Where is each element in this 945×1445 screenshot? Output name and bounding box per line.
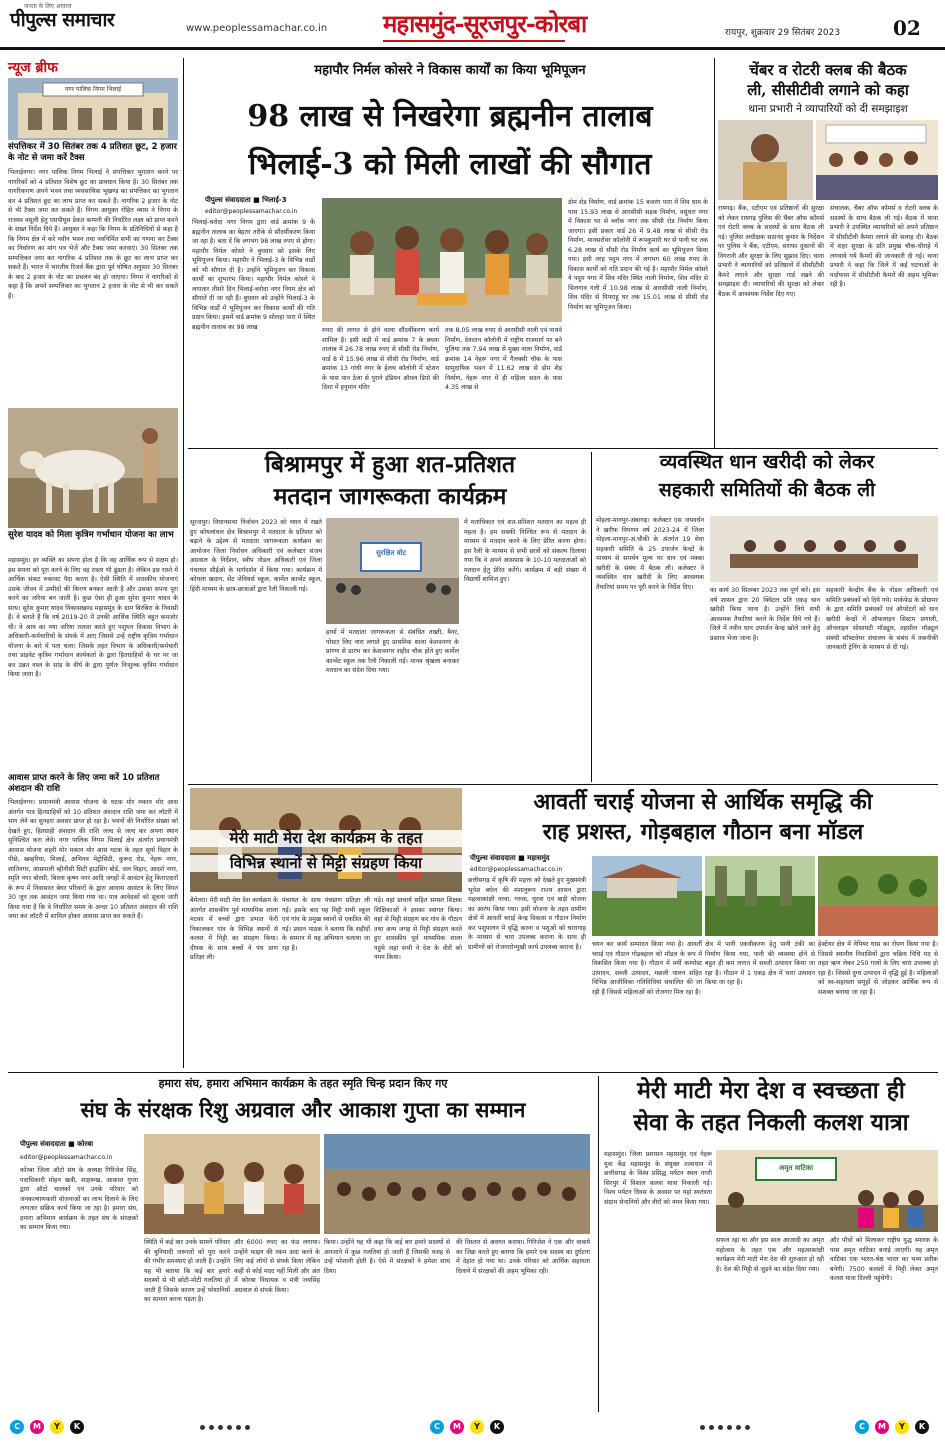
page-number: 02 — [893, 16, 921, 40]
brief3-body: भिलाईनगर। प्रधानमंत्री आवास योजना के घटक मोर मकान मोर आस अंतर्गत पात्र हितग्राहियों को 10 प्रतिशत अंशदान राशि जमा कर लॉटरी में भाग लेने का सुनहरा अवसर प्राप्त हो रहा है। भवनों की निर्धारित संख्या को देखते हुए, हितग्राही अंशदान की राशि जल्द से जल्द कर अपना स्थान सुनिश्चित करा लेवें। नगर पालिक निगम भिलाई क्षेत्र अंतर्गत प्रधानमंत्री आवास योजना शहरी मोर मकान मोर आस घटक के तहत सूर्या विहार के पीछे, खम्हरिया, मिलाई, अभिनव मेट्रोसिटी, कुरूद रोड, नेहरू नगर, शांतिनगर, आम्रपाली व्हीनीसी सिटी हाउसिंग बोर्ड, जल विहार, आदर्श नगर, स्मृति नगर बोरसी, बिरला कृष्ण नगर आदि जगहों में आवंटन हेतु किराएदारों के रूप में निवासरत बेघर परिवारों के द्वारा आवास आवंटन के लिए विगत 30 जून तक आवंटन जमा किया गया था। पात्र आवेदकों को सूचना जारी किया गया है कि वे निर्धारित समय के अन्दर 10 प्रतिशत अंशदान की राशि जमा कर लॉटरी में शामिल होकर आवास प्राप्त कर सकते हैं। — [8, 799, 178, 920]
police-officer-photo — [718, 120, 813, 200]
voting-body-2: हाथों में मतदाता जागरूकता से संबंधित तख्ती, बैनर, पोस्टर लिए नारा लगाते हुए प्राथमिक शाला केशवनगर के प्रांगण से प्रारंभ कर केशवनगर शहीद चौक होते हुए कार्मेल कान्वेंट स्कूल तक रैली निकाली गई। मानव श्रृंखला बनाकर मतदान का संदेश दिया गया। — [326, 629, 459, 674]
gauthan-headline-2: राह प्रशस्त, गोड़बहाल गौठान बना मॉडल — [542, 819, 864, 845]
brief2-body: महासमुंद। हर व्यक्ति का सपना होता है कि वह आर्थिक रूप से सक्षम हो। इस सपना को पूरा करने के लिए वह रास्ता भी ढूंढता है। लेकिन इस रास्ते में आर्थिक संकट रुकावट पैदा करता है। ऐसी स्थिति में शासकीय योजनाएं उसके जीवन में उम्मीदों की किरण बनकर आती है और उसका सपना पूरा करने का जरिया बन जाती है। कुछ ऐसा ही हुआ सुरेश कुमार यादव के साथ। सुरेश कुमार यादव विकासखण्ड महासमुंद के ग्राम बिरबिरा के निवासी हैं। वे बताते हैं कि वर्ष 2019-20 में उनकी आर्थिक स्थिति बहुत कमजोर थी। वे आय का नया जरिया तलाश करते हुए पशुधन विकास विभाग के अधिकारी-कर्मचारियों के संपर्क में आए जिससे उन्हें राष्ट्रीय कृत्रिम गर्भाधान योजना के बारे में पता चला। जिसके तहत विभाग के अधिकारी/कर्मचारी तथा प्राइवेट कृत्रिम गर्भाधान कार्यकर्ता के द्वारा हितग्राहियों के घर पर जा कर उन्नत नस्ल के सांड के वीर्य के द्वारा पूर्णतः निःशुल्क कृत्रिम गर्भाधान किया जाता है। — [8, 557, 178, 678]
honour-audience-photo — [324, 1134, 590, 1234]
honour-body-2: स्थिति में कई बार उनके सामने परिवार की बुनियादी जरूरतों को पूरा करने की गंभीर समस्याएं हो जाती हैं। उन्होंने यह भी बताया कि कई बार हमारे सदस्यों से भी छोटी-मोटी गलतियां हो जाती हैं जिसके कारण उन्हें परेशानियों का सामना करना पड़ता है। — [144, 1239, 230, 1303]
brand-tagline: जनता के लिए आवाज — [24, 3, 72, 10]
pond-email[interactable]: editor@peoplessamachar.co.in — [205, 208, 298, 215]
gauthan-farm-photo — [592, 856, 702, 936]
registration-dots-right — [700, 1425, 750, 1430]
honour-email[interactable]: editor@peoplessamachar.co.in — [20, 1154, 113, 1161]
cmyk-dot: K — [490, 1420, 504, 1434]
brief2-title: सुरेश यादव को मिला कृत्रिम गर्भाधान योजना का लाभ — [8, 530, 174, 540]
honour-headline: संघ के संरक्षक रिशु अग्रवाल और आकाश गुप्ता का सम्मान — [80, 1097, 526, 1122]
chamber-body-2: संचालक, चैंबर ऑफ कॉमर्स व रोटरी क्लब के सदस्यों के साथ बैठक ली गई। बैठक में थाना प्रभारी ने उपस्थित व्यापारियों को अपने प्रतिष्ठान में सीसीटीवी कैमरा लगाने की सलाह दी। बैठक में शहर सुरक्षा के प्रति प्रमुख चौक-चौराहे में लगवाये गये कैमरों की जानकारी दी गई। थाना प्रभारी ने कहा कि जिले में कई घटनाओं के पर्दाफाश में सीसीटीवी कैमरों की अहम भूमिका रही है। — [830, 205, 938, 288]
gauthan-body-3: क्षेत्र में पानी एकत्रीकरण हेतु पानी टंकी का निर्माण किया गया, पानी की व्यवस्था होने से बहुत ही कम लागत में सब्जी उत्पादन किया जा रहा है। गौठान में 1 एकड़ क्षेत्र में चारा उत्पादन किया जा रहा है। — [705, 941, 815, 986]
gauthan-body-1: छत्तीसगढ़ में कृषि की महत्ता को देखते हुए मुख्यमंत्री भूपेश बघेल की मंशानुरूप राज्य शासन द्वारा महत्वाकांक्षी नरवा, गरुवा, घुरवा एवं बाड़ी योजना का आरंभ किया गया। इसी योजना के तहत ग्रामीण क्षेत्रों में आवर्ती चराई केन्द्र विकास व गौठान निर्माण कर पशुपालन में वृद्धि करना व पशुओं को चारागाह के माध्यम से चारा उपलब्ध कराना के साथ ही ग्रामीणों को रोजगारोन्मुखी कार्य उपलब्ध कराना है। — [468, 877, 586, 951]
soil-headline-1: मेरी माटी मेरा देश कार्यक्रम के तहत — [190, 830, 462, 847]
pond-body-2: रुपए की लागत से होने वाला सौंदर्यीकरण कार्य शामिल है। इसी कड़ी में वार्ड क्रमांक 7 के बघवा तालाब में 26.78 लाख रुपए से सीसी रोड निर्माण, वार्ड 8 में 15.96 लाख से सीसी रोड निर्माण, वार्ड क्रमांक 13 गांधी नगर के हेलथ कॉलोनी में स्टेशन के पास पान ठेला से पुराने इंडियन ऑयल डिपो की दिशा में हनुमान मंदिर — [322, 327, 439, 391]
civic-building-photo — [8, 78, 178, 140]
pond-headline-1: 98 लाख से निखरेगा ब्रह्मनीन तालाब — [247, 99, 653, 134]
honour-divider — [598, 1076, 599, 1412]
cmyk-dot: M — [30, 1420, 44, 1434]
paddy-body-1: मोहला-मानपुर-अंबागढ़। कलेक्टर एस जयवर्धन ने खरीफ विपणन वर्ष 2023-24 में जिला मोहला-मानपुर-अं.चौकी के अंतर्गत 19 सेवा सहकारी समिति के 25 उपार्जन केन्द्रों के माध्यम से समर्थन मूल्य पर धान एवं मक्का खरीदी के संबंध में बैठक ली। कलेक्टर ने व्यवस्थित धान खरीदी के लिए आवश्यक तैयारियां समय पर पूरी करने के निर्देश दिए। — [596, 517, 704, 591]
cow-and-farmer-photo — [8, 408, 178, 528]
row1-rule — [188, 448, 938, 449]
paddy-body-2: का कार्य 30 सितम्बर 2023 तक पूर्ण करें। इस वर्ष शासन द्वारा 20 क्विंटल प्रति एकड़ धान खरीदी किया जाना है। उन्होंने लिये सभी आवश्यक तैयारियां करने के निर्देश दिये गये हैं। जिले में नवीन धान उपार्जन केन्द्र खोले जाने हेतु प्रस्ताव भेजा जाना है। — [710, 587, 820, 642]
honour-body-4: किया। उन्होंने यह भी कहा कि कई बार हमारे सदस्यों से अनजाने में कुछ गलतियां हो जाती हैं जिसकी वजह से उन्हें परेशानी होती है। ऐसे में संरक्षकों ने हमेशा साथ दिया। — [324, 1239, 450, 1275]
pond-headline-2: भिलाई-3 को मिली लाखों की सौगात — [248, 147, 652, 182]
gauthan-body-4: हेक्टेयर क्षेत्र में नेपियर घास का रोपण किया गया है। जिससे स्थानीय निवासियों द्वारा चक्रिय निधि मद से तहत ऋण लेकर 250 गायों के लिए चारा उपलब्ध हो रहा है। जिससे दुग्ध उत्पादन में वृद्धि हुई है। महिलाओं को स्व-सहायता समूहों से जोड़कर आर्थिक रूप से सशक्त बनाया जा रहा है। — [818, 941, 938, 996]
kalash-body-3: और पौधों को मिलाकर राष्ट्रीय युद्ध स्मारक के पास अमृत वाटिका बनाई जाएगी। यह अमृत वाटिका एक भारत-श्रेष्ठ भारत का भव्य प्रतीक बनेगी। 7500 कलशों में मिट्टी लेकर अमृत कलश यात्रा दिल्ली पहुंचेगी। — [830, 1237, 938, 1282]
honour-byline: पीपुल्स संवाददाता ■ कोरबा — [20, 1140, 94, 1148]
voting-body-1: सूरजपुर। विधानसभा निर्वाचन 2023 को ध्यान में रखते हुए कोयलांचल क्षेत्र बिश्रामपुर में मतदाता के प्रतिशत को बढ़ाने के उद्देश्य से मतदाता जागरूकता कार्यक्रम का आयोजन जिला निर्वाचन अधिकारी एवं कलेक्टर संजय अग्रवाल के निर्देशन, स्वीप नोडल अधिकारी एवं जिला पंचायत सीईओ के मार्गदर्शन में किया गया। कार्यक्रम में कोयला खदान, सेंट जेवियर्स स्कूल, कार्मेल कान्वेंट स्कूल, हिंदी माध्यम के छात्र-छात्राओं द्वारा रैली निकाली गई। — [190, 519, 322, 593]
gauthan-email[interactable]: editor@peoplessamachar.co.in — [470, 866, 563, 873]
voting-headline-2: मतदान जागरूकता कार्यक्रम — [273, 483, 507, 510]
kalash-body-1: महासमुंद। जिला प्रशासन महासमुंद एवं नेहरू युवा केंद्र महासमुंद के संयुक्त तत्वाधान में छत्तीसगढ़ के विश्व प्रसिद्ध पर्यटन स्थल नगरी सिरपुर में विशाल कलश यात्रा निकाली गई। विश्व पर्यटन दिवस के अवसर पर यहां स्वतंत्रता संग्राम सेनानियों और वीरों को नमन किया गया। — [604, 1151, 712, 1206]
soil-body-2: पंचायत के साथ पंचप्राण प्रतिज्ञा ली गई। इसके बाद यह मिट्टी सभी स्कूल एवं गांव के प्रमुख स्थानों से एकत्रित की गई। प्रधान पाठक ने बताया कि शहीदों के सम्मान में यह अभियान चलाया जा रहा है। — [282, 897, 370, 952]
kalash-headline-1: मेरी माटी मेरा देश व स्वच्छता ही — [637, 1077, 905, 1104]
gauthan-field-photo — [705, 856, 815, 936]
voting-headline-1: बिश्रामपुर में हुआ शत-प्रतिशत — [264, 451, 516, 478]
brief3-title: आवास प्राप्त करने के लिए जमा करें 10 प्रतिशत अंशदान की राशि — [8, 773, 160, 794]
voting-body-3: में मतांधिकार एवं शत-प्रतिशत मतदान का महत्व ही महत्व है। हम सबकी निश्चित रूप से मतदान के माध्यम से मतदान करने के लिए प्रेरित करना होगा। इस रैली के माध्यम से सभी छात्रों को संकल्प दिलाया गया कि वे अपने आसपास के 10-10 मतदाताओं को मतदान हेतु प्रेरित करेंगे। कार्यक्रम में बड़ी संख्या में विद्यार्थी शामिल हुए। — [464, 519, 586, 583]
honour-kicker: हमारा संघ, हमारा अभिमान कार्यक्रम के तहत स्मृति चिन्ह प्रदान किए गए — [158, 1077, 448, 1090]
edition-underline — [383, 40, 565, 42]
kalash-headline-2: सेवा के तहत निकली कलश यात्रा — [633, 1109, 909, 1136]
honour-body-1: कोरबा जिला ऑटो संघ के अध्यक्ष गिरिजेश सिंह, पदाधिकारी मोहन खत्री, शाहरूख, आकाश गुप्ता द्वारा ऑटो चालकों एवं उनके परिवार को जनकल्याणकारी योजनाओं का लाभ दिलाने के लिए लगातार सक्रिय कार्य किया जा रहा है। हमारा संघ, हमारा अभिमान कार्यक्रम के तहत संघ के संरक्षकों का सम्मान किया गया। — [20, 1167, 138, 1231]
meeting-hall-photo — [816, 120, 938, 200]
voting-divider — [591, 452, 592, 782]
kalash-yatra-photo — [716, 1150, 938, 1232]
chamber-headline-2: ली, सीसीटीवी लगाने को कहा — [747, 81, 909, 99]
honour-body-3: और 6000 रुपए का फंड लगाया। उन्होंने फाइन की रकम अदा करने के लिए कई लोगों से संपर्क किया लेकिन कहीं से कोई मदद नहीं मिली और अंत में कोरबा विधायक व मंत्री जयसिंह अग्रवाल से संपर्क किया। — [234, 1239, 320, 1294]
paddy-headline-2: सहकारी समितियों की बैठक ली — [658, 479, 876, 501]
soil-body-1: बेमेतरा। मेरी माटी मेरा देश कार्यक्रम के अंतर्गत शासकीय पूर्व माध्यमिक शाला मटका में बच्चों द्वारा प्रभात फेरी निकालकर गांव के विभिन्न स्थानों से कलश में मिट्टी का संग्रहण किया। दीपक के साथ बच्चों ने पंच प्राण प्रतिज्ञा ली। — [190, 897, 278, 961]
cmyk-dot: K — [70, 1420, 84, 1434]
paddy-headline-1: व्यवस्थित धान खरीदी को लेकर — [659, 451, 875, 473]
paddy-meeting-photo — [710, 516, 938, 582]
gauthan-body-2: चयन कर कार्य सम्पादन किया गया है। आवर्ती चराई एवं गौठान गोड़बहाल को मॉडल के रूप में विकसित किया गया है। गौठान में वर्मी कम्पोस्ट उत्पादन, सब्जी उत्पादन, मछली पालन सहित विभिन्न आजीविका गतिविधियां संचालित की जा रही हैं जिससे महिलाओं को रोजगार मिल रहा है। — [592, 941, 702, 996]
masthead — [0, 0, 945, 50]
chamber-body-1: रायगढ़। बैंक, एटीएम एवं प्रतिष्ठानों की सुरक्षा को लेकर रायगढ़ पुलिस की चैंबर ऑफ कॉमर्स एवं रोटरी क्लब के सदस्यों के साथ बैठक ली गई। पुलिस अधीक्षक सदानंद कुमार के निर्देशन पर पुलिस ने बैंक, एटीएम, सराफा दुकानों की निगरानी और सुरक्षा के लिए सुझाव दिए। थाना प्रभारी ने व्यापारियों को प्रतिष्ठानों में सीसीटीवी कैमरे लगाने और सुरक्षा गार्ड रखने की समझाइश दी। व्यापारियों की सुरक्षा को लेकर बैठक में आवश्यक निर्देश दिए गए। — [718, 205, 824, 298]
kalash-body-2: सफल रहा था और इस साल आजादी का अमृत महोत्सव के तहत एक और महत्वाकांक्षी कार्यक्रम मेरी माटी मेरा देश की शुरुआत हो रही है। देश की मिट्टी से जुड़ने का संदेश दिया गया। — [716, 1237, 824, 1273]
row3-rule — [8, 1072, 938, 1073]
registration-dots-left — [200, 1425, 250, 1430]
news-brief-label: न्यूज ब्रीफ — [8, 60, 58, 76]
chamber-headline-1: चेंबर व रोटरी क्लब की बैठक — [749, 61, 907, 79]
pond-body-1: भिलाई-चरोदा नगर निगम द्वारा वार्ड क्रमांक 9 के ब्रह्मनीन तालाब का बेहतर तरीके से सौंदर्यीकरण किया जा रहा है। बता दें कि लगभग 98 लाख रुपए से होगा। महापौर निर्मल कोसरे ने बुधवार को इसके लिए भूमिपूजन किया। महापौर ने भिलाई-3 के विभिन्न वार्डों को भी सौगात दी है। उन्होंने भूमिपूजन कर विकास कार्यों का शुभारंभ किया। महापौर निर्मल कोसरे ने लगातार तीसरे दिन भिलाई-चरोदा नगर निगम क्षेत्र को सौगातें दी जा रही हैं। बुधवार को उन्होंने भिलाई-3 के विभिन्न वार्डों में भूमिपूजन कर विकास कार्यों की गति प्रदान किया। इसमें वार्ड क्रमांक 9 सोलहा पारा में स्थित ब्रह्मनीन तालाब का 98 लाख — [192, 219, 315, 331]
cmyk-dot: M — [875, 1420, 889, 1434]
voting-photo-caption: सुरक्षित वोट — [375, 549, 407, 557]
photo-sign-text: नगर पालिक निगम भिलाई — [64, 86, 122, 93]
cmyk-marks-center — [430, 1420, 504, 1434]
cmyk-marks-left — [10, 1420, 84, 1434]
kalash-photo-banner: अमृत वाटिका — [778, 1164, 814, 1172]
left-column-divider — [183, 58, 184, 1068]
honour-stage-photo — [144, 1134, 320, 1234]
soil-headline-2: विभिन्न स्थानों से मिट्टी संग्रहण किया — [190, 855, 462, 872]
gauthan-headline-1: आवर्ती चराई योजना से आर्थिक समृद्धि की — [533, 789, 873, 815]
edition-title: महासमुंद-सूरजपुर-कोरबा — [383, 9, 587, 38]
cmyk-dot: Y — [470, 1420, 484, 1434]
pond-byline: पीपुल्स संवाददाता ■ भिलाई-3 — [205, 196, 287, 204]
gauthan-byline: पीपुल्स संवाददाता ■ महासमुंद — [470, 854, 550, 862]
website-url[interactable]: www.peoplessamachar.co.in — [186, 23, 328, 34]
cmyk-dot: K — [915, 1420, 929, 1434]
cmyk-marks-right — [855, 1420, 929, 1434]
paddy-body-3: सहकारी केन्द्रीय बैंक के नोडल अधिकारी एवं समिति प्रबंधकों को दिये गये। मार्कफेड के प्रोग्रामर के द्वारा समिति प्रबंधकों एवं ऑपरेटरों को धान खरीदी केन्द्रों में ऑफलाइन सिस्टम प्रणाली, ऑनलाइन सोसायटी मॉड्यूल, तहसील मॉड्यूल संबंधी सॉफ्टवेयर संचालन के संबंध में तकनीकी जानकारी ट्रेनिंग के माध्यम से दी गई। — [826, 587, 938, 651]
voting-rally-photo — [326, 518, 459, 624]
cmyk-dot: C — [855, 1420, 869, 1434]
bhoomipujan-photo — [322, 198, 562, 322]
brand-logo: पीपुल्स समाचार — [10, 9, 115, 31]
pond-body-4: डोम शेड निर्माण, वार्ड क्रमांक 15 बजरंग पारा में शिव धाम के पास 15.93 लाख से आरसीसी सड़क निर्माण, वसुंधरा नगर में विकास घर से ब्लॉक नगर तक सीसी रोड निर्माण किया जाएगा। इसी प्रकार वार्ड 26 में 9.48 लाख से सीसी रोड निर्माण, मानसरोवर कॉलोनी में रूपकुमारी घर से पानी घर तक 6.28 लाख से सीसी रोड निर्माण कार्य का भूमिपूजन किया गया। इसी तरह पदुम नगर में लगभग 60 लाख रुपए के विकास कार्यों को गति प्रदान की गई है। महापौर निर्मल कोसरे ने पदुम नगर में शिव मंदिर स्थित नाली निर्माण, शिव मंदिर से सिलगाव गली में 10.98 लाख से आरसीसी नाली निर्माण, शिव मंदिर से पिपराहू घर तक 15.01 लाख से सीसी रोड निर्माण का भूमिपूजन किया। — [568, 199, 708, 311]
row2-rule — [188, 784, 938, 785]
center-right-divider — [714, 58, 715, 448]
cmyk-dot: M — [450, 1420, 464, 1434]
honour-body-5: की विस्तार से अवगत कराया। गिरिजेश ने एक और वाकये का जिक्र करते हुए बताया कि हमारे एक सदस्य का दुर्घटना में देहांत हो गया था। उनके परिवार को आर्थिक सहायता दिलाने में संरक्षकों की अहम भूमिका रही। — [456, 1239, 590, 1275]
cmyk-dot: C — [10, 1420, 24, 1434]
gauthan-crops-photo — [818, 856, 938, 936]
brief1-body: भिलाईनगर। नगर पालिक निगम भिलाई ने संपत्तिकर भुगतान करने पर नागरिकों को 4 प्रतिशत विशेष छूट का प्रावधान किया है। 30 सितंबर तक नागरिकगण अपने भवन तथा व्यवसायिक भूखण्ड का संपत्तिकर का भुगतान कर 4 प्रतिशत छूट का लाभ प्राप्त कर सकते हैं। नागरिक 2 हजार के नोट से भी टैक्स जमा कर सकते हैं। निगम आयुक्त रोहित व्यास ने निगम के राजस्व वसूली हेतु एसपीयूस डेकत कम्पनी की निर्धारित लक्ष्य को प्राप्त करने के सख्त निर्देश दिये हैं। आयुक्त ने कहा कि निगम के प्रतिनिधियों से कहा है कि निगम क्षेत्र में करे नवीन भवन तथा नवनिर्मित सभी का गणना कर टैक्स का निर्धारण का मांग पत्र भेजें और टैक्स जमा करवाएं। 30 सितंबर तक सम्पत्तिकर जमा कर नागरिक 4 प्रतिशत तक के छूट का लाभ प्राप्त कर सकते हैं। भारत में भारतीय रिजर्व बैंक द्वारा पूर्व घोषित अनुसार 30 सितंबर के बाद 2 हजार के नोट का प्रचलन बंद हो जाएगा। निगम ने नागरिकों से कहा है कि अपने सम्पत्तिकर का भुगतान 2 हजार के नोट से भी कर सकते हैं। — [8, 169, 178, 300]
cmyk-dot: Y — [50, 1420, 64, 1434]
cmyk-dot: C — [430, 1420, 444, 1434]
chamber-subhead: थाना प्रभारी ने व्यापारियों को दी समझाइश — [748, 103, 908, 115]
pond-kicker: महापौर निर्मल कोसरे ने विकास कार्यों का किया भूमिपूजन — [314, 63, 586, 78]
pond-body-3: तक 8.05 लाख रुपए से आरसीसी नाली एवं पाथवे निर्माण, देवरतन कॉलोनी में राष्ट्रीय राजमार्ग पर बने पुलिया तक 7.94 लाख से मुख्य नाला निर्माण, वार्ड क्रमांक 14 नेहरू नगर में गैलक्सी चौक के पास सामुदायिक भवन में 11.62 लाख से डोम शेड निर्माण, नेहरू नगर में ही महिला सदन के पास 4.35 लाख से — [445, 327, 562, 391]
dateline: रायपुर, शुक्रवार 29 सितंबर 2023 — [725, 28, 841, 38]
cmyk-dot: Y — [895, 1420, 909, 1434]
soil-body-3: पड़े। वहां प्राचार्य सहित समस्त शिक्षक शिक्षिकाओं ने इसका स्वागत किया। वहां से मिट्टी संग्रहण कर गांव के गौठान तथा अन्य जगह से मिट्टी संग्रहण करते हुए शासकीय पूर्व माध्यमिक शाला पहुंचे जहां सभी ने देश के वीरों को नमन किया। — [374, 897, 462, 961]
brief1-title: संपत्तिकर में 30 सितंबर तक 4 प्रतिशत छूट, 2 हजार के नोट से जमा करें टैक्स — [8, 142, 178, 163]
